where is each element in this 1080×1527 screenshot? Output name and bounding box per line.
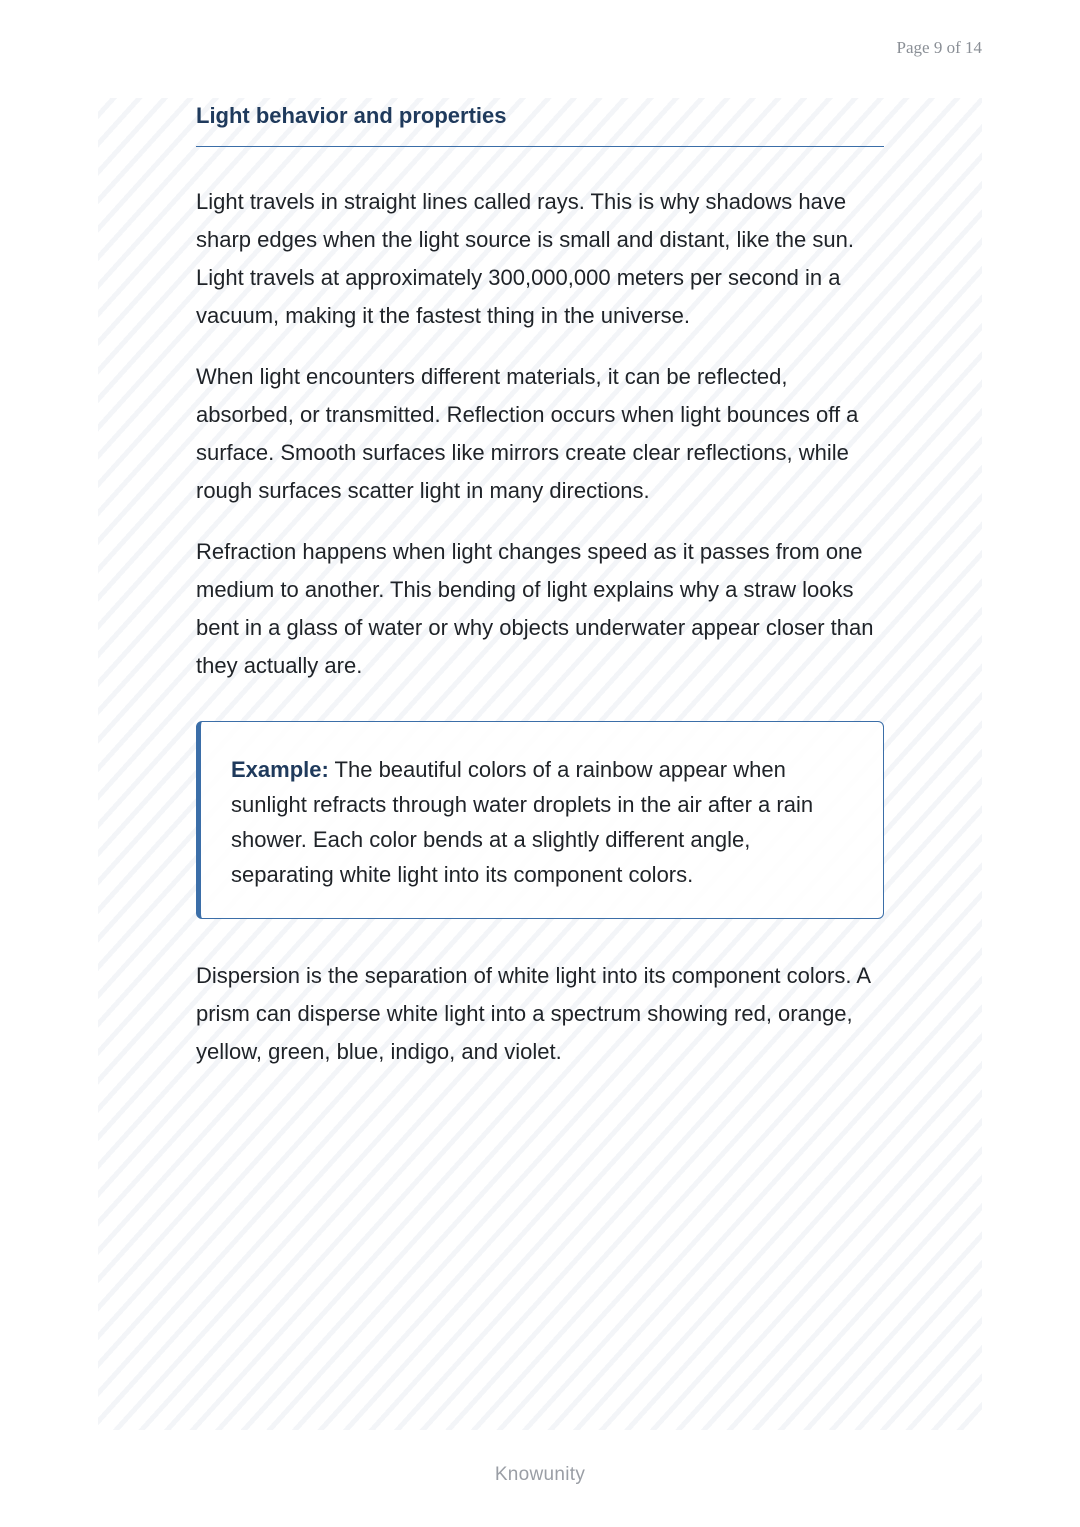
example-callout [196, 721, 884, 919]
document-content [196, 98, 884, 1071]
paragraph-rays: Light travels in straight lines called rays. This is why shadows have sharp edges when the light source is small and distant, like the sun. Light travels at approximately 300,000,000 meters per second in a vacuum, making it the fastest thing in the universe. [196, 189, 854, 328]
paragraph-dispersion: Dispersion is the separation of white light into its component colors. A prism can disperse white light into a spectrum showing red, orange, yellow, green, blue, indigo, and violet. [196, 963, 870, 1064]
footer-brand: Knowunity [494, 1464, 586, 1485]
section-heading: Light behavior and properties [196, 103, 507, 128]
example-text [231, 752, 853, 892]
example-body: The beautiful colors of a rainbow appear when sunlight refracts through water droplets in the air after a rain shower. Each color bends at a slightly different angle, separating white light into its component colors. [231, 757, 814, 887]
heading-divider [196, 146, 884, 147]
page-number: Page 9 of 14 [896, 38, 982, 57]
paragraph-refraction: Refraction happens when light changes speed as it passes from one medium to another. This bending of light explains why a straw looks bent in a glass of water or why objects underwater appear closer than they actually are. [196, 539, 874, 678]
paragraph-reflection: When light encounters different materials, it can be reflected, absorbed, or transmitted. Reflection occurs when light bounces off a surface. Smooth surfaces like mirrors create clear reflections, while rough surfaces scatter light in many directions. [196, 364, 859, 503]
example-label: Example: [231, 757, 329, 782]
